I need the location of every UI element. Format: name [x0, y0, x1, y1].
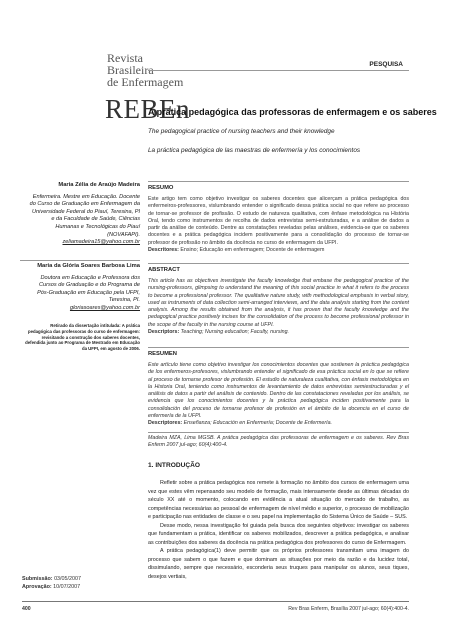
submission-dates [22, 575, 81, 591]
author-email-link[interactable]: zeliamadeira15@yahoo.com.br [62, 239, 140, 246]
journal-name-line1: Revista [107, 51, 143, 65]
author-name: Maria da Glória Soares Barbosa Lima [37, 263, 140, 269]
journal-logo: REBEn [105, 94, 191, 124]
page-number: 400 [22, 606, 31, 612]
abstract-label: ABSTRACT [148, 267, 180, 273]
descriptores-es-label: Descriptores: [148, 420, 183, 427]
resumo-label: RESUMO [148, 185, 174, 191]
approval-label: Aprovação: [22, 584, 52, 590]
author-bio-line: Teresina, PI. [108, 297, 140, 304]
citation: Madeira MZA, Lima MGSB. A prática pedagógica das professoras de enfermagem e os saberes. Rev Bras Enferm 2007 jul-ago; 60(4):400-4. [148, 435, 409, 449]
submission-date: 03/05/2007 [54, 576, 82, 582]
author-bio-line: Doutora em Educação e Professora dos [40, 274, 140, 281]
resumo-body: Este artigo tem como objetivo investigar os saberes docentes que alicerçam a prática pedagógica dos enfermeiros-professores, vislumbrando entender o significado dessa prática social no que refere ao processo de tornar-se professor de profissão. O estudo de natureza qualitativa, com ênfase metodológica na História Oral, tendo como instrumentos de recolha de dados entrevistas semi-estruturadas, e a análise de dados a partir da análise de conteúdo. Dentre as constatações reveladas pelas análises, evidencia-se que os saberes docentes e a prática pedagógica incidem positivamente para a consolidação do processo de tornar-se professor de profissão no âmbito da docência no curso de enfermagem da UFPI. [148, 196, 409, 246]
descritores-text: Ensino; Educação em enfermagem; Docente de enfermagem [178, 247, 325, 254]
divider [148, 432, 409, 433]
author-1 [0, 182, 140, 247]
article-title-en: The pedagogical practice of nursing teachers and their knowledge [148, 128, 335, 135]
author-divider [20, 260, 140, 261]
descriptores-es-text: Enseñanza; Educación en Enfermería; Docente de Enfermería. [182, 420, 333, 427]
resumen-label: RESUMEN [148, 351, 177, 357]
journal-name-line3: de Enfermagem [107, 75, 184, 89]
thesis-note-line: defendida junto ao Programa de Mestrado em Educação [25, 340, 140, 346]
resumo-text [148, 196, 409, 254]
author-bio-line: Universidade Federal do Piauí, Teresina, PI [32, 208, 140, 215]
intro-paragraph: A prática pedagógica(1) deve permitir que os próprios professores transmitam uma imagem do processo que sabem o que fazem e que dominam as situações por meio da razão e da lucidez total, dissimulando, sempre que necessário, esconderia seus truques para manipular os alunos, seus tiques, desejos vertiais, [148, 548, 409, 580]
author-name: Maria Zélia de Araújo Madeira [58, 182, 140, 188]
abstract-body: This article has as objectives investigate the faculty knowledge that embase the pedagogical practice of the nursing-professors, glimpsing to understand the meaning of this social practice in what it refers to the process to become a professional professor. The qualitative nature study, with methodological emphasis in verbal story, used as instruments of data collection semi-arranged interviews, and the data analysis starting from the content analysis. Among the results obtained from the analysis, it has proven that the faculty knowledge and the pedagogical practice positively incises for the consolidation of the process to become professional professor in the scope of the faculty in the nursing course at UFPI. [148, 278, 409, 328]
descritores-label: Descritores: [148, 247, 179, 254]
intro-paragraph: Refletir sobre a prática pedagógica nos remete à formação no âmbito dos cursos de enfermagem uma vez que estes vêm repensando seu modelo de formação, mais intensamente desde as últimas décadas do século XX até o momento, colocando em evidência a atual situação do mercado de trabalho, as competências necessárias ao pessoal de enfermagem de nível médio e superior, o processo de mobilização e participação nas entidades de classe e o seu papel na implementação do Sistema Único de Saúde – SUS. [148, 480, 409, 520]
section-tag: PESQUISA [369, 61, 403, 68]
author-bio-line: Humanas e Tecnológicas do Piauí [55, 223, 140, 230]
divider [148, 263, 409, 264]
abstract-text [148, 278, 409, 336]
author-email-link[interactable]: gloriasoares@yahoo.com.br [69, 304, 140, 311]
thesis-note-line: revisitando a construção dos saberes docentes, [41, 334, 140, 340]
intro-body [148, 479, 409, 581]
footer-divider [22, 601, 409, 602]
header-divider [148, 70, 409, 71]
author-bio-line: Pós-Graduação em Educação pela UFPI, [37, 289, 140, 296]
article-title-es: La práctica pedagógica de las maestras de enfermería y los conocimientos [148, 147, 361, 154]
descriptors-text: Teaching; Nursing education; Faculty, nursing. [179, 329, 290, 336]
author-bio-line: (NOVAFAPI). [107, 231, 140, 238]
descriptors-label: Descriptors: [148, 329, 180, 336]
author-bio-line: e da Faculdade de Saúde, Ciências [51, 216, 140, 223]
divider [148, 347, 409, 348]
intro-paragraph: Desse modo, nessa investigação foi guiada pela busca dos seguintes objetivos: investigar os saberes que fundamentam a prática, identificar os saberes mobilizados, descrever a prática pedagógica, e analisar as contribuições dos saberes da docência na prática pedagógica dos professores do curso de Enfermagem. [148, 522, 409, 546]
resumen-body: Este artículo tiene como objetivo investigar los conocimientos docentes que sostienen la práctica pedagógica de los enfermeros-profesores, vislumbrando entender el significado de esa práctica social en lo que se refiere al proceso de tornarse profesor de profesión. El estudio de naturaleza cualitativa, con énfasis metodológica en la Historia Oral, teniendo como instrumentos de levantamiento de datos entrevistas semiestructuradas y el análisis de datos a partir del análisis de contenido. Dentro de las constataciones reveladas por los análisis, se evidencia que los conocimientos docentes y la práctica pedagógica inciden positivamente para la consolidación del proceso de tornarse profesor de profesión en el ámbito de la docencia en el curso de enfermería de la UFPI. [148, 362, 409, 420]
approval-date: 10/07/2007 [53, 584, 81, 590]
divider [148, 181, 409, 182]
author-bio-line: do Curso de Graduação em Enfermagem da [29, 201, 140, 208]
author-2 [0, 263, 140, 313]
thesis-note-line: Retirado da dissertação intitulada: A prática [50, 323, 140, 328]
author-bio-line: Cursos de Graduação e do Programa de [38, 282, 140, 289]
footer-reference: Rev Bras Enferm, Brasília 2007 jul-ago; 60(4):400-4. [288, 606, 409, 612]
section-heading-introduction: 1. INTRODUÇÃO [148, 462, 201, 469]
submission-label: Submissão: [22, 576, 53, 582]
thesis-note [0, 323, 140, 352]
author-bio-line: Enfermeira. Mestre em Educação. Docente [32, 193, 140, 200]
article-title: A prática pedagógica das professoras de enfermagem e os saberes [148, 107, 437, 117]
resumen-text [148, 362, 409, 428]
journal-name-line2: Brasileira [107, 63, 154, 77]
thesis-note-line: da UFPI, em agosto de 2006. [81, 346, 140, 352]
thesis-note-line: pedagógica das professoras do curso de enfermagem: [28, 328, 140, 334]
